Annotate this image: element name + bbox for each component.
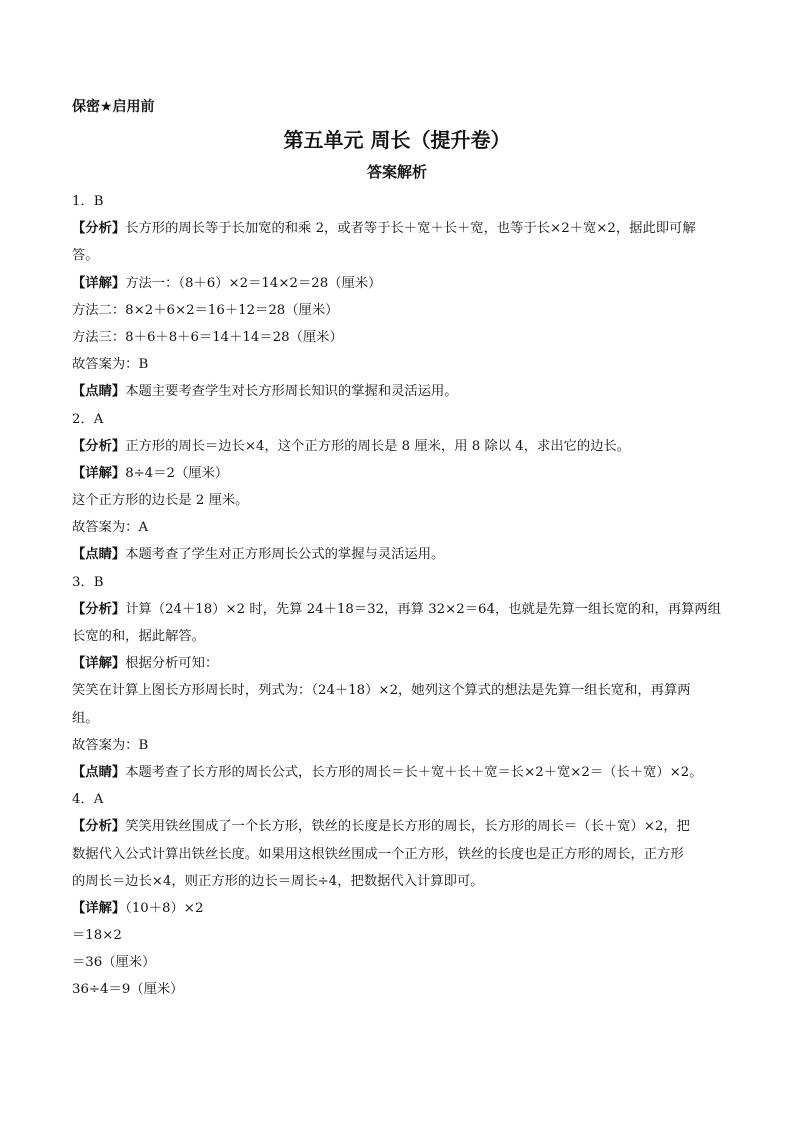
text-line xyxy=(72,623,724,650)
text-line xyxy=(72,378,724,405)
section-tag: 【详解】 xyxy=(72,900,126,916)
line-text: 故答案为：A xyxy=(72,520,149,536)
line-text: ＝36（厘米） xyxy=(72,955,156,971)
confidential-mark: 保密★启用前 xyxy=(72,99,155,115)
text-line xyxy=(72,242,724,269)
text-line xyxy=(72,215,724,242)
page-title: 第五单元 周长（提升卷） xyxy=(283,128,511,152)
section-tag: 【分析】 xyxy=(72,438,126,454)
line-text: 方法二：8×2＋6×2＝16＋12＝28（厘米） xyxy=(72,302,339,318)
text-line xyxy=(72,569,724,596)
text-line xyxy=(72,270,724,297)
line-text: 故答案为：B xyxy=(72,737,149,753)
line-text: 本题考查了长方形的周长公式，长方形的周长＝长＋宽＋长＋宽＝长×2＋宽×2＝（长＋宽）×2。 xyxy=(125,764,703,780)
line-text: 笑笑用铁丝围成了一个长方形，铁丝的长度是长方形的周长，长方形的周长＝（长＋宽）×2，把 xyxy=(125,819,690,835)
line-text: 故答案为：B xyxy=(72,357,149,373)
text-line xyxy=(72,841,724,868)
line-text: 正方形的周长＝边长×4，这个正方形的周长是 8 厘米，用 8 除以 4，求出它的边长。 xyxy=(125,438,631,454)
line-text: 计算（24＋18）×2 时，先算 24＋18＝32，再算 32×2＝64，也就是先算一组长宽的和，再算两组 xyxy=(125,601,722,617)
text-line xyxy=(72,406,724,433)
line-text: 方法一：（8＋6）×2＝14×2＝28（厘米） xyxy=(125,275,382,291)
text-line xyxy=(72,705,724,732)
section-tag: 【详解】 xyxy=(72,275,126,291)
text-line xyxy=(72,677,724,704)
line-text: 36÷4＝9（厘米） xyxy=(72,982,184,998)
section-tag: 【点睛】 xyxy=(72,764,126,780)
section-tag: 【分析】 xyxy=(72,819,126,835)
text-line xyxy=(72,297,724,324)
line-text: 答。 xyxy=(72,248,99,264)
line-text: 数据代入公式计算出铁丝长度。如果用这根铁丝围成一个正方形，铁丝的长度也是正方形的周长，正方形 xyxy=(72,846,684,862)
text-line xyxy=(72,759,724,786)
section-tag: 【点睛】 xyxy=(72,547,126,563)
section-tag: 【详解】 xyxy=(72,656,126,672)
text-line xyxy=(72,433,724,460)
text-line xyxy=(72,813,724,840)
line-text: 长方形的周长等于长加宽的和乘 2，或者等于长＋宽＋长＋宽，也等于长×2＋宽×2，据此即可解 xyxy=(125,221,696,237)
section-tag: 【分析】 xyxy=(72,601,126,617)
text-line xyxy=(72,949,724,976)
line-text: 本题主要考查学生对长方形周长知识的掌握和灵活运用。 xyxy=(125,384,458,400)
line-text: 笑笑在计算上图长方形周长时，列式为：（24＋18）×2，她列这个算式的想法是先算一组长宽和，再算两 xyxy=(72,683,691,699)
line-text: 组。 xyxy=(72,710,99,726)
text-line xyxy=(72,868,724,895)
line-text: 这个正方形的边长是 2 厘米。 xyxy=(72,493,249,509)
text-line xyxy=(72,514,724,541)
text-line xyxy=(72,324,724,351)
text-line xyxy=(72,351,724,378)
line-text: 本题考查了学生对正方形周长公式的掌握与灵活运用。 xyxy=(125,547,445,563)
line-text: 的周长＝边长×4，则正方形的边长＝周长÷4，把数据代入计算即可。 xyxy=(72,873,484,889)
text-line xyxy=(72,487,724,514)
text-line xyxy=(72,732,724,759)
section-tag: 【点睛】 xyxy=(72,384,126,400)
line-text: ＝18×2 xyxy=(72,928,122,944)
text-line xyxy=(72,786,724,813)
line-text: 2．A xyxy=(72,411,104,427)
line-text: 4．A xyxy=(72,792,104,808)
line-text: 长宽的和，据此解答。 xyxy=(72,629,205,644)
section-tag: 【详解】 xyxy=(72,465,126,481)
section-tag: 【分析】 xyxy=(72,221,126,237)
text-line xyxy=(72,650,724,677)
text-line xyxy=(72,976,724,1003)
line-text: 根据分析可知： xyxy=(125,656,219,672)
text-line xyxy=(72,460,724,487)
answer-content xyxy=(72,188,724,1004)
text-line xyxy=(72,541,724,568)
text-line xyxy=(72,922,724,949)
text-line xyxy=(72,188,724,215)
text-line xyxy=(72,895,724,922)
line-text: 方法三：8＋6＋8＋6＝14＋14＝28（厘米） xyxy=(72,329,343,345)
text-line xyxy=(72,596,724,623)
line-text: 8÷4＝2（厘米） xyxy=(125,465,229,481)
line-text: 1．B xyxy=(72,194,104,209)
line-text: 3．B xyxy=(72,574,104,590)
line-text: （10＋8）×2 xyxy=(125,900,204,916)
page-subtitle: 答案解析 xyxy=(366,163,427,181)
